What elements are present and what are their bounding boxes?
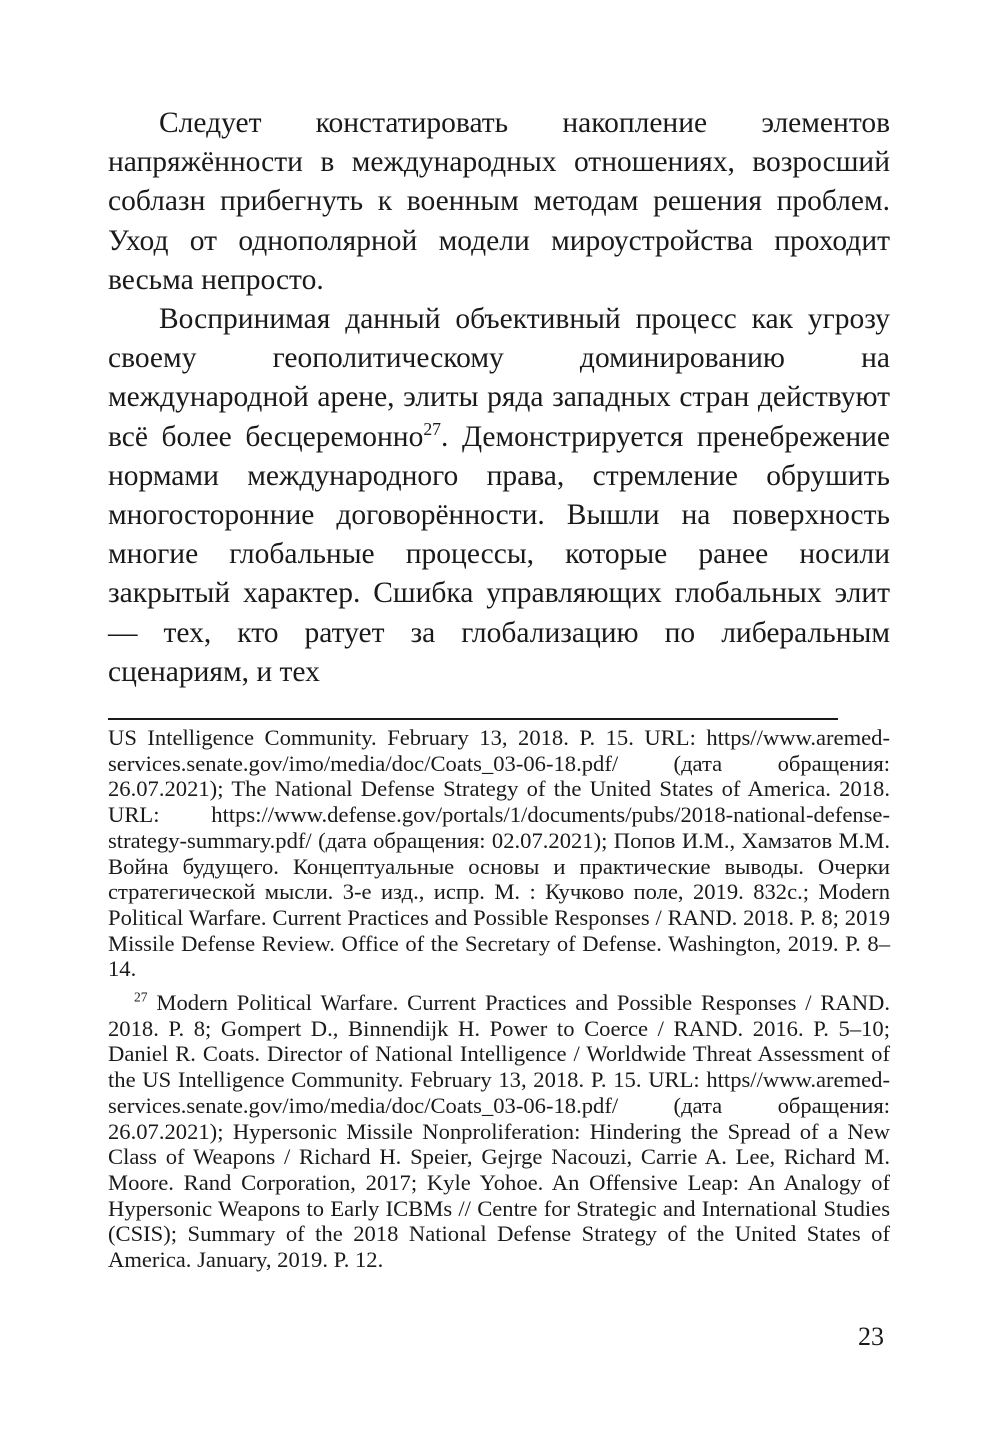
page-number: 23 [858, 1322, 884, 1351]
footnote-reference[interactable]: 27 [423, 418, 442, 439]
paragraph [108, 300, 890, 692]
paragraph [108, 104, 890, 300]
footnote-text: Modern Political Warfare. Current Practices and Possible Responses / RAND. 2018. P. 8; Gompert D., Binnendijk H. Power to Coerce / RAND. 2016. P. 5–10; Daniel R. Coats. Director of National Intelligence / Worldwide Threat Assessment of the US Intelligence Community. February 13, 2018. P. 15. URL: https//www.aremed-services.senate.gov/imo/media/doc/Coats_03-06-18.pdf/ (дата обращения: 26.07.2021); Hypersonic Missile Nonproliferation: Hindering the Spread of a New Class of Weapons / Richard H. Speier, Gejrge Nacouzi, Carrie A. Lee, Richard M. Moore. Rand Corporation, 2017; Kyle Yohoe. An Offensive Leap: An Analogy of Hypersonic Weapons to Early ICBMs // Centre for Strategic and International Studies (CSIS); Summary of the 2018 National Defense Strategy of the United States of America. January, 2019. P. 12. [108, 990, 890, 1273]
footnote-divider [108, 718, 838, 720]
footnote-continuation [108, 725, 890, 982]
footnotes [108, 725, 890, 1273]
footnote-27 [108, 990, 890, 1273]
main-text [108, 104, 890, 692]
book-page [108, 104, 890, 1273]
paragraph-text: . Демонстрируется пренебрежение нормами международного права, стремление обрушить многосторонние договорённости. Вышли на поверхность многие глобальные процессы, которые ранее носили закрытый характер. Сшибка управляющих глобальных элит — тех, кто ратует за глобализацию по либеральным сценариям, и тех [108, 420, 890, 688]
footnote-number: 27 [134, 989, 148, 1005]
footnote-text: US Intelligence Community. February 13, 2018. P. 15. URL: https//www.aremed-services.senate.gov/imo/media/doc/Coats_03-06-18.pdf/ (дата обращения: 26.07.2021); The National Defense Strategy of the United States of America. 2018. URL: https://www.defense.gov/portals/1/documents/pubs/2018-national-defense-strategy-summary.pdf/ (дата обращения: 02.07.2021); Попов И.М., Хамзатов М.М. Война будущего. Концептуальные основы и практические выводы. Очерки стратегической мысли. 3-е изд., испр. М. : Кучково поле, 2019. 832с.; Modern Political Warfare. Current Practices and Possible Responses / RAND. 2018. P. 8; 2019 Missile Defense Review. Office of the Secretary of Defense. Washington, 2019. P. 8–14. [108, 725, 890, 982]
paragraph-text: Следует констатировать накопление элементов напряжённости в международных отношениях, возросший соблазн прибегнуть к военным методам решения проблем. Уход от однополярной модели мироустройства проходит весьма непросто. [108, 107, 890, 296]
paragraph-text: Воспринимая данный объективный процесс как угрозу своему геополитическому доминированию на международной арене, элиты ряда западных стран действуют всё более бесцеремонно [108, 303, 890, 453]
